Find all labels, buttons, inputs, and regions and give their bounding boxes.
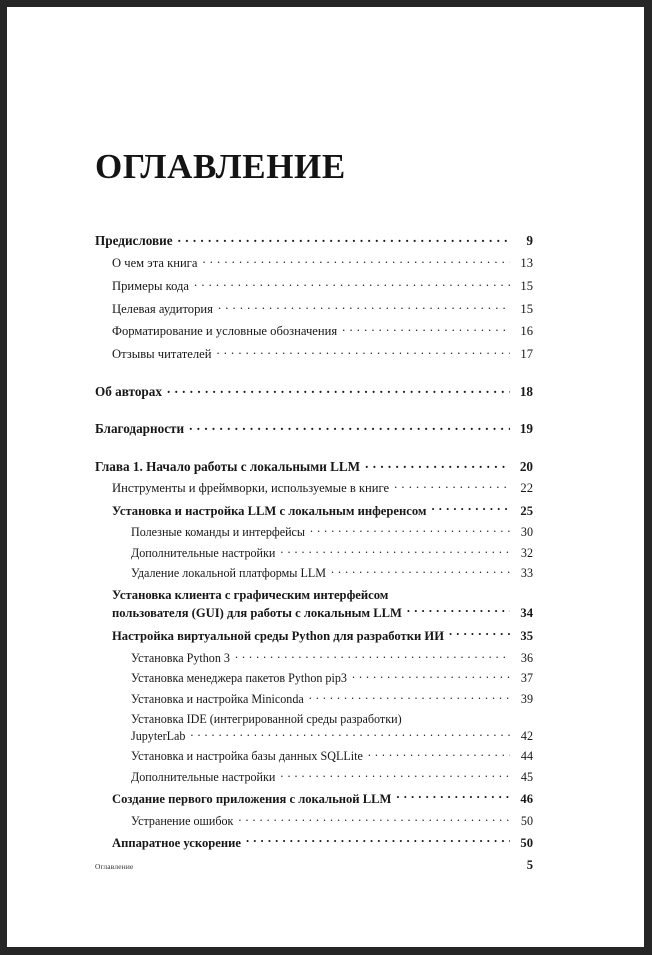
toc-page-number: 20 xyxy=(519,458,533,474)
toc-entry-text: Целевая аудитория xyxy=(112,301,213,316)
toc-entry[interactable] xyxy=(95,565,533,581)
toc-entry-text: Настройка виртуальной среды Python для разработки ИИ xyxy=(112,629,444,644)
toc-entry[interactable] xyxy=(95,545,533,561)
toc-entry[interactable] xyxy=(95,834,533,851)
toc-entry-text: Примеры кода xyxy=(112,278,190,293)
toc-page-number: 34 xyxy=(520,606,533,621)
toc-entry-text: Предисловие xyxy=(95,233,173,249)
toc-page-number: 13 xyxy=(520,255,533,270)
toc-dot-leader xyxy=(407,605,510,618)
toc-entry[interactable] xyxy=(95,813,533,829)
toc-entry-text: Установка Python 3 xyxy=(131,650,230,665)
toc-page-number: 33 xyxy=(520,566,533,581)
toc-entry-text: Глава 1. Начало работы с локальными LLM xyxy=(95,458,361,474)
toc-entry-text: Форматирование и условные обозначения xyxy=(112,324,338,339)
toc-entry-text: Об авторах xyxy=(95,384,162,400)
toc-dot-leader xyxy=(431,502,510,515)
document-page xyxy=(7,7,644,947)
toc-page-number: 16 xyxy=(520,324,533,339)
toc-entry[interactable] xyxy=(95,254,533,271)
toc-page-number: 46 xyxy=(520,792,533,807)
page-content-area xyxy=(95,7,533,947)
toc-entry[interactable] xyxy=(95,587,533,604)
toc-page-number: 50 xyxy=(520,835,533,850)
toc-dot-leader xyxy=(365,457,510,470)
toc-page-number: 36 xyxy=(520,650,533,665)
toc-entry[interactable] xyxy=(95,457,533,473)
toc-entry-text: пользователя (GUI) для работы с локальным LLM xyxy=(112,606,402,621)
toc-entry[interactable] xyxy=(95,383,533,399)
toc-page-number: 15 xyxy=(520,278,533,293)
toc-page-number: 25 xyxy=(520,503,533,518)
toc-entry-text: Устранение ошибок xyxy=(131,813,234,828)
toc-dot-leader xyxy=(235,650,510,662)
toc-dot-leader xyxy=(189,420,510,433)
toc-dot-leader xyxy=(449,628,510,641)
footer-label: Оглавление xyxy=(95,862,134,871)
toc-entry[interactable] xyxy=(95,605,533,622)
toc-dot-leader xyxy=(309,691,510,703)
toc-dot-leader xyxy=(178,232,510,245)
toc-entry[interactable] xyxy=(95,502,533,519)
toc-entry[interactable] xyxy=(95,480,533,497)
toc-page-number: 19 xyxy=(519,421,533,437)
toc-entry-text: Дополнительные настройки xyxy=(131,545,276,560)
toc-page-number: 30 xyxy=(520,525,533,540)
toc-entry[interactable] xyxy=(95,791,533,808)
toc-entry-text: Отзывы читателей xyxy=(112,347,212,362)
toc-dot-leader xyxy=(396,791,510,804)
page-title: ОГЛАВЛЕНИЕ xyxy=(95,147,346,186)
toc-entry-text: Установка менеджера пакетов Python pip3 xyxy=(131,671,347,686)
toc-entry-text: Инструменты и фреймворки, используемые в книге xyxy=(112,481,390,496)
toc-entry-text: Полезные команды и интерфейсы xyxy=(131,525,306,540)
toc-page-number: 32 xyxy=(520,545,533,560)
toc-entry-text: Благодарности xyxy=(95,421,185,437)
toc-entry[interactable] xyxy=(95,524,533,540)
toc-entry[interactable] xyxy=(95,628,533,645)
toc-entry-text: Установка и настройка базы данных SQLLite xyxy=(131,749,363,764)
toc-entry[interactable] xyxy=(95,769,533,785)
toc-dot-leader xyxy=(280,769,510,781)
toc-page-number: 35 xyxy=(520,629,533,644)
toc-page-number: 37 xyxy=(520,671,533,686)
page-footer xyxy=(95,858,533,873)
toc-entry[interactable] xyxy=(95,650,533,666)
toc-dot-leader xyxy=(331,565,510,577)
toc-dot-leader xyxy=(218,300,510,313)
toc-dot-leader xyxy=(216,346,510,359)
toc-dot-leader xyxy=(167,383,510,396)
toc-entry[interactable] xyxy=(95,712,533,727)
toc-entry[interactable] xyxy=(95,748,533,764)
toc-entry[interactable] xyxy=(95,728,533,744)
toc-entry[interactable] xyxy=(95,232,533,248)
toc-entry-text: Установка и настройка LLM с локальным инференсом xyxy=(112,503,427,518)
toc-dot-leader xyxy=(280,545,510,557)
toc-entry[interactable] xyxy=(95,670,533,686)
toc-dot-leader xyxy=(342,323,510,336)
toc-dot-leader xyxy=(394,480,510,493)
toc-page-number: 18 xyxy=(519,384,533,400)
toc-entry-text: JupyterLab xyxy=(131,728,186,743)
footer-page-number: 5 xyxy=(526,858,533,872)
toc-page-number: 45 xyxy=(520,770,533,785)
toc-dot-leader xyxy=(310,524,510,536)
toc-dot-leader xyxy=(368,748,510,760)
toc-entry-text: Аппаратное ускорение xyxy=(112,835,241,850)
toc-dot-leader xyxy=(190,728,510,740)
toc-page-number: 42 xyxy=(520,728,533,743)
toc-page-number: 50 xyxy=(520,813,533,828)
toc-dot-leader xyxy=(194,277,510,290)
toc-entry[interactable] xyxy=(95,346,533,363)
toc-page-number: 22 xyxy=(520,481,533,496)
table-of-contents-list xyxy=(95,232,533,852)
toc-entry-text: Дополнительные настройки xyxy=(131,770,276,785)
toc-entry[interactable] xyxy=(95,300,533,317)
toc-dot-leader xyxy=(238,813,510,825)
toc-dot-leader xyxy=(352,670,510,682)
toc-page-number: 17 xyxy=(520,347,533,362)
toc-entry[interactable] xyxy=(95,691,533,707)
toc-entry[interactable] xyxy=(95,323,533,340)
toc-page-number: 44 xyxy=(520,749,533,764)
toc-dot-leader xyxy=(202,254,510,267)
toc-entry-text: Установка клиента с графическим интерфейсом xyxy=(112,587,389,602)
toc-page-number: 15 xyxy=(520,301,533,316)
toc-entry-text: Установка и настройка Miniconda xyxy=(131,692,304,707)
toc-dot-leader xyxy=(246,834,510,847)
toc-entry[interactable] xyxy=(95,420,533,436)
toc-entry-text: О чем эта книга xyxy=(112,255,198,270)
toc-entry[interactable] xyxy=(95,277,533,294)
toc-entry-text: Установка IDE (интегрированной среды разработки) xyxy=(131,711,402,726)
toc-page-number: 39 xyxy=(520,692,533,707)
toc-entry-text: Создание первого приложения с локальной LLM xyxy=(112,792,392,807)
toc-page-number: 9 xyxy=(526,233,533,249)
toc-entry-text: Удаление локальной платформы LLM xyxy=(131,566,326,581)
